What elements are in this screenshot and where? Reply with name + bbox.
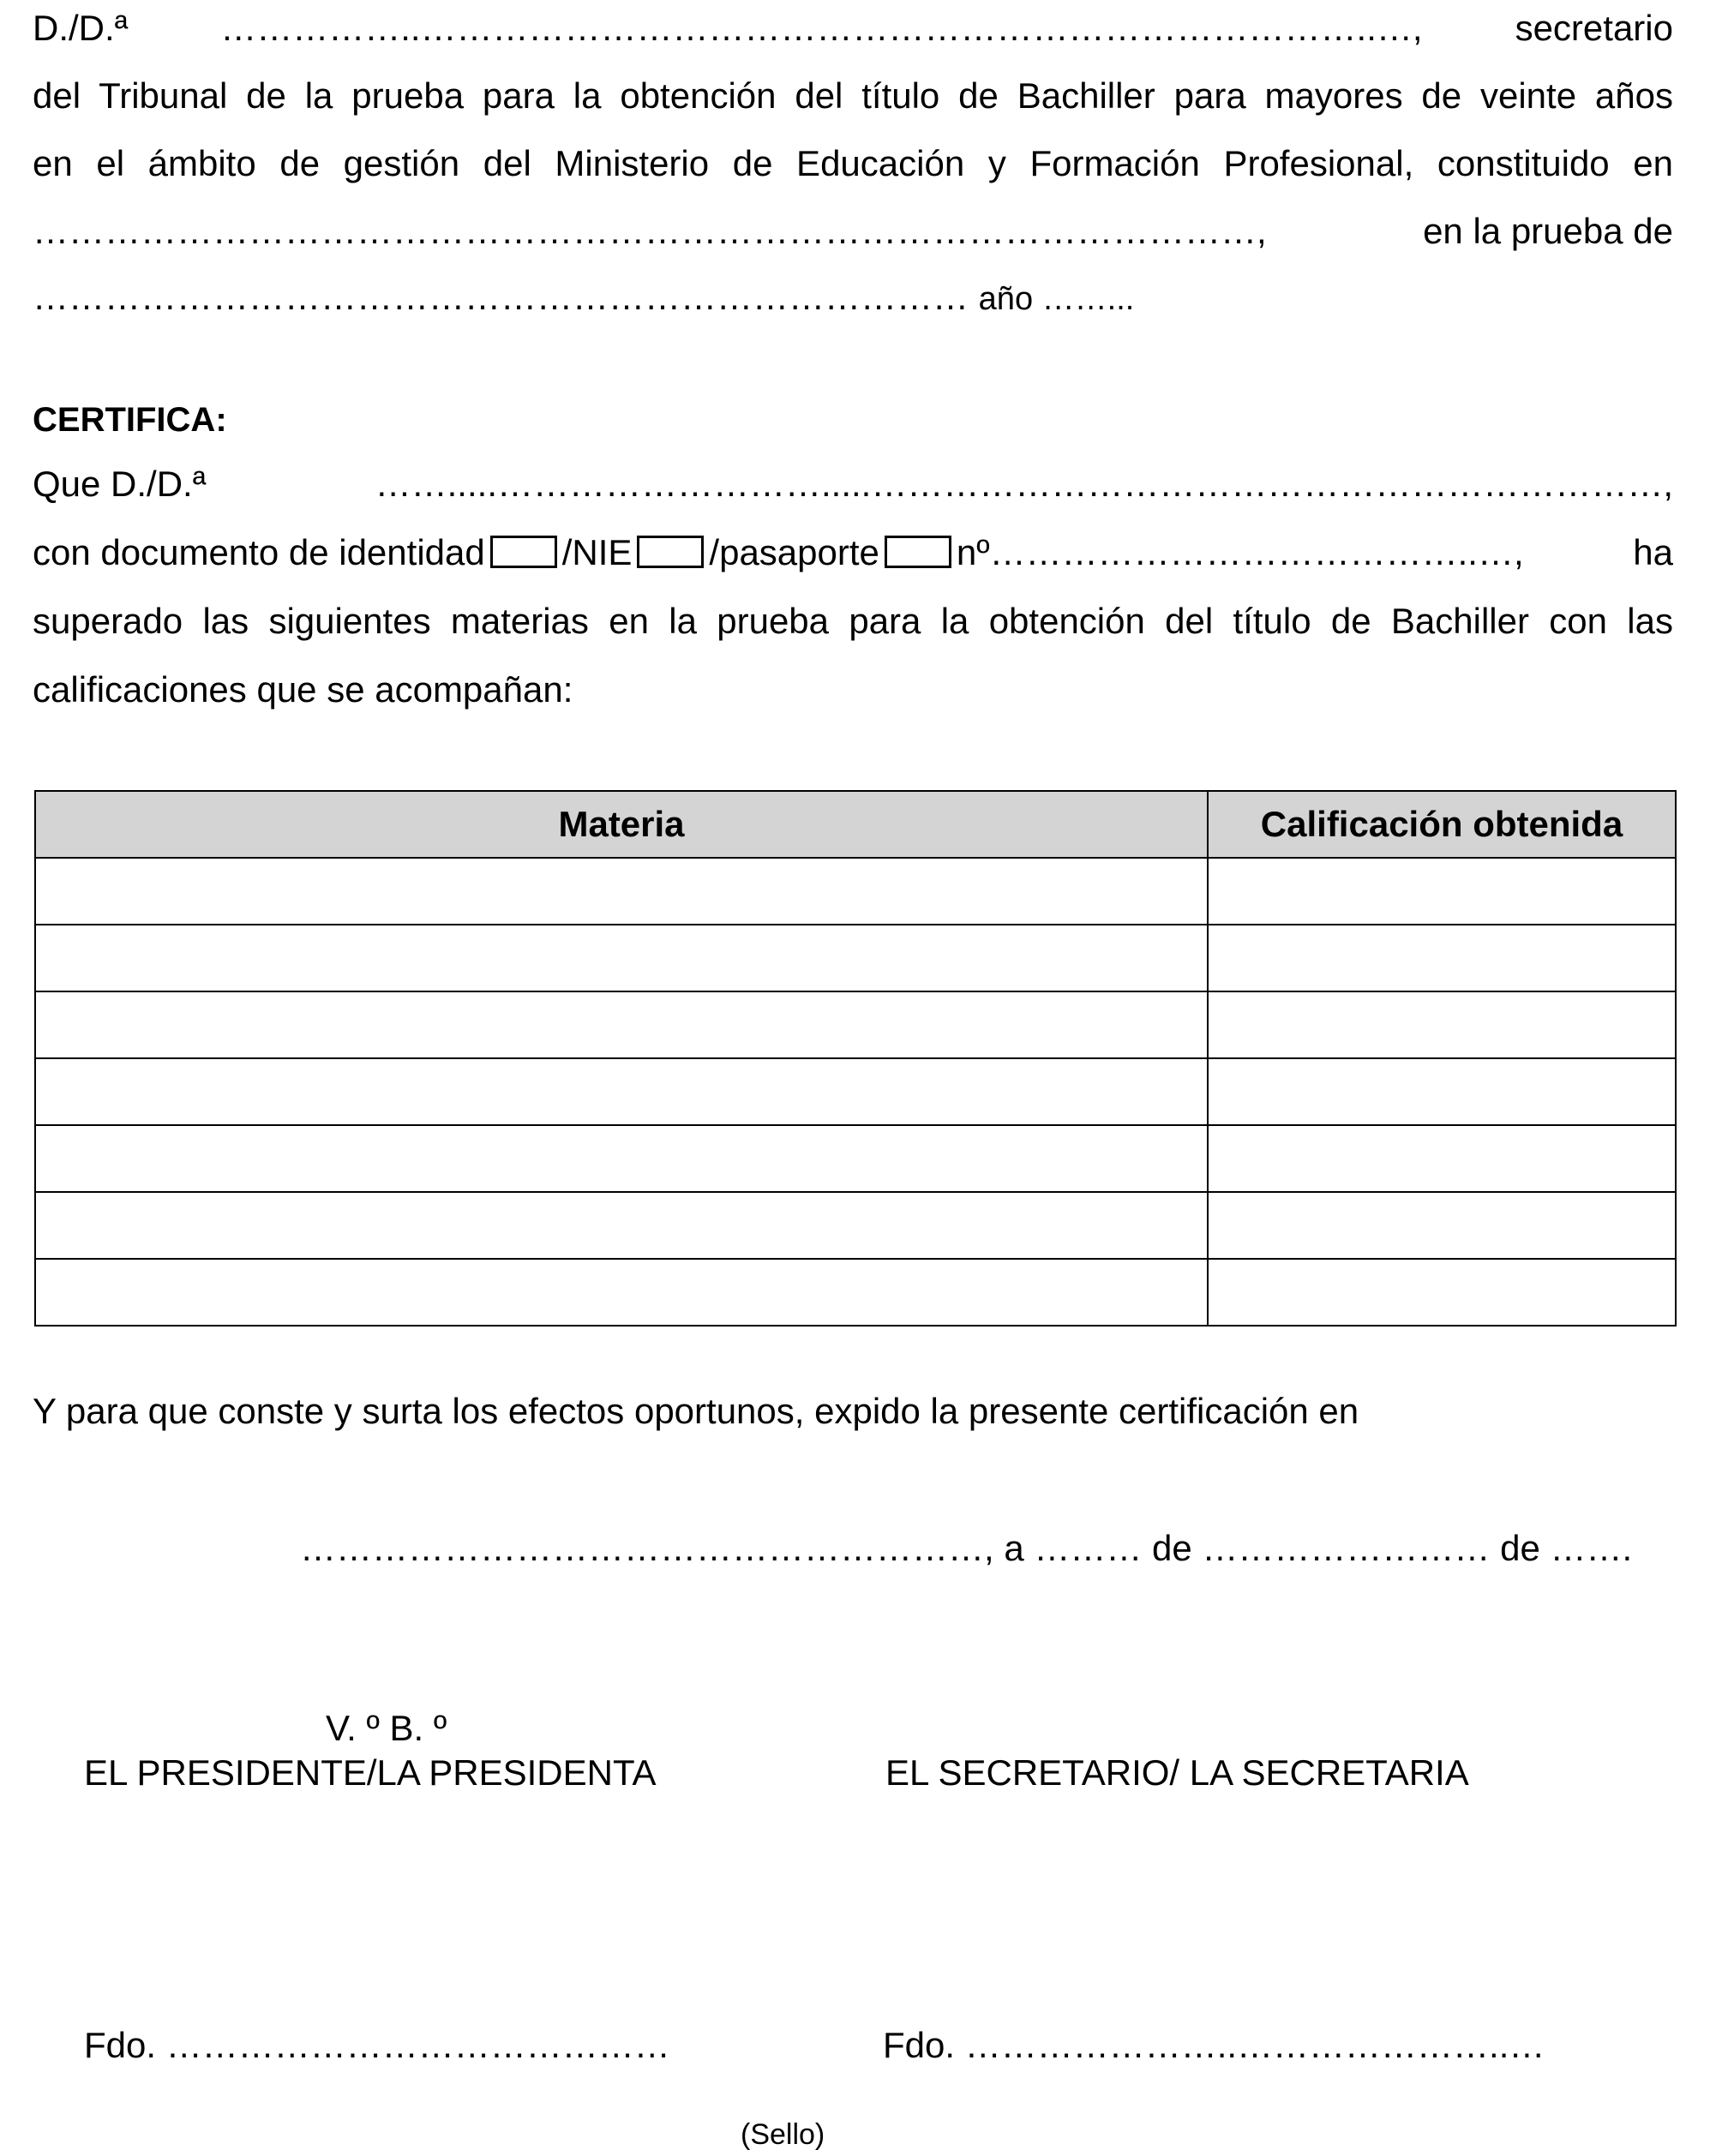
nie-label: /NIE bbox=[561, 532, 633, 572]
intro-line-4 bbox=[33, 210, 1673, 253]
secretary-signature-line[interactable]: Fdo. …………………..…………………..… bbox=[883, 2025, 1545, 2065]
exam-blank[interactable]: …………………………………………………………………… bbox=[33, 277, 969, 317]
materia-cell[interactable] bbox=[35, 1192, 1208, 1259]
intro-line-2 bbox=[33, 75, 1673, 117]
president-title: EL PRESIDENTE/LA PRESIDENTA bbox=[84, 1752, 657, 1793]
vobo-label: V. º B. º bbox=[326, 1708, 447, 1748]
year-label: año ……... bbox=[978, 281, 1135, 317]
materia-cell[interactable] bbox=[35, 925, 1208, 991]
materia-cell[interactable] bbox=[35, 858, 1208, 925]
grades-table bbox=[34, 790, 1677, 1327]
ha-label: ha bbox=[1633, 532, 1673, 572]
intro-role: secretario bbox=[1515, 8, 1673, 48]
intro-line-3 bbox=[33, 142, 1673, 185]
dni-checkbox[interactable] bbox=[490, 536, 557, 568]
name-blank[interactable]: ……………..……………………………………………………………………..…, bbox=[220, 8, 1423, 48]
certifica-line-1 bbox=[33, 463, 1673, 506]
calificacion-cell[interactable] bbox=[1208, 1058, 1676, 1125]
table-row bbox=[35, 1125, 1676, 1192]
id-label: con documento de identidad bbox=[33, 532, 485, 572]
president-signature-line[interactable]: Fdo. …………………………………… bbox=[84, 2025, 670, 2065]
que-prefix: Que D./D.ª bbox=[33, 464, 207, 504]
pasaporte-label: /pasaporte bbox=[709, 532, 879, 572]
secretary-title: EL SECRETARIO/ LA SECRETARIA bbox=[885, 1752, 1469, 1793]
calificacion-cell[interactable] bbox=[1208, 1259, 1676, 1326]
student-name-blank[interactable]: …….....……………………….....…………………………………………………………, bbox=[375, 464, 1673, 504]
calificacion-cell[interactable] bbox=[1208, 858, 1676, 925]
table-header-row bbox=[35, 791, 1676, 858]
calificacion-cell[interactable] bbox=[1208, 1125, 1676, 1192]
date-line[interactable]: …………………………………………………, a ……… de …………………… de ……. bbox=[300, 1528, 1633, 1568]
table-row bbox=[35, 1058, 1676, 1125]
certifica-line-4: calificaciones que se acompañan: bbox=[33, 669, 573, 710]
materia-cell[interactable] bbox=[35, 1259, 1208, 1326]
intro-text-4: en la prueba de bbox=[1423, 211, 1673, 251]
certifica-line-3 bbox=[33, 600, 1673, 643]
materia-cell[interactable] bbox=[35, 1058, 1208, 1125]
header-materia: Materia bbox=[35, 791, 1208, 858]
table-row bbox=[35, 925, 1676, 991]
intro-text-2: del Tribunal de la prueba para la obtención del título de Bachiller para mayores de veinte años bbox=[33, 75, 1673, 116]
seal-label: (Sello) bbox=[741, 2118, 825, 2151]
materia-cell[interactable] bbox=[35, 991, 1208, 1058]
calificacion-cell[interactable] bbox=[1208, 925, 1676, 991]
closing-text: Y para que conste y surta los efectos oportunos, expido la presente certificación en bbox=[33, 1391, 1359, 1431]
nie-checkbox[interactable] bbox=[637, 536, 704, 568]
intro-prefix: D./D.ª bbox=[33, 8, 129, 48]
pasaporte-checkbox[interactable] bbox=[885, 536, 951, 568]
certifica-heading: CERTIFICA: bbox=[33, 401, 227, 439]
certifica-line-2 bbox=[33, 531, 1673, 574]
calificacion-cell[interactable] bbox=[1208, 1192, 1676, 1259]
intro-line-5 bbox=[33, 276, 1134, 320]
document-number-blank[interactable]: nº…………………………………..…, bbox=[956, 532, 1524, 572]
calificacion-cell[interactable] bbox=[1208, 991, 1676, 1058]
materia-cell[interactable] bbox=[35, 1125, 1208, 1192]
id-group bbox=[33, 531, 1524, 574]
certifica-text-3: superado las siguientes materias en la prueba para la obtención del título de Bachiller con las bbox=[33, 601, 1673, 641]
table-row bbox=[35, 991, 1676, 1058]
location-blank[interactable]: …………………………………………………………………………………………, bbox=[33, 211, 1267, 251]
header-calificacion: Calificación obtenida bbox=[1208, 791, 1676, 858]
table-row bbox=[35, 1192, 1676, 1259]
table-row bbox=[35, 1259, 1676, 1326]
table-row bbox=[35, 858, 1676, 925]
intro-line-1 bbox=[33, 7, 1673, 50]
intro-text-3: en el ámbito de gestión del Ministerio de Educación y Formación Profesional, constituido en bbox=[33, 143, 1673, 183]
